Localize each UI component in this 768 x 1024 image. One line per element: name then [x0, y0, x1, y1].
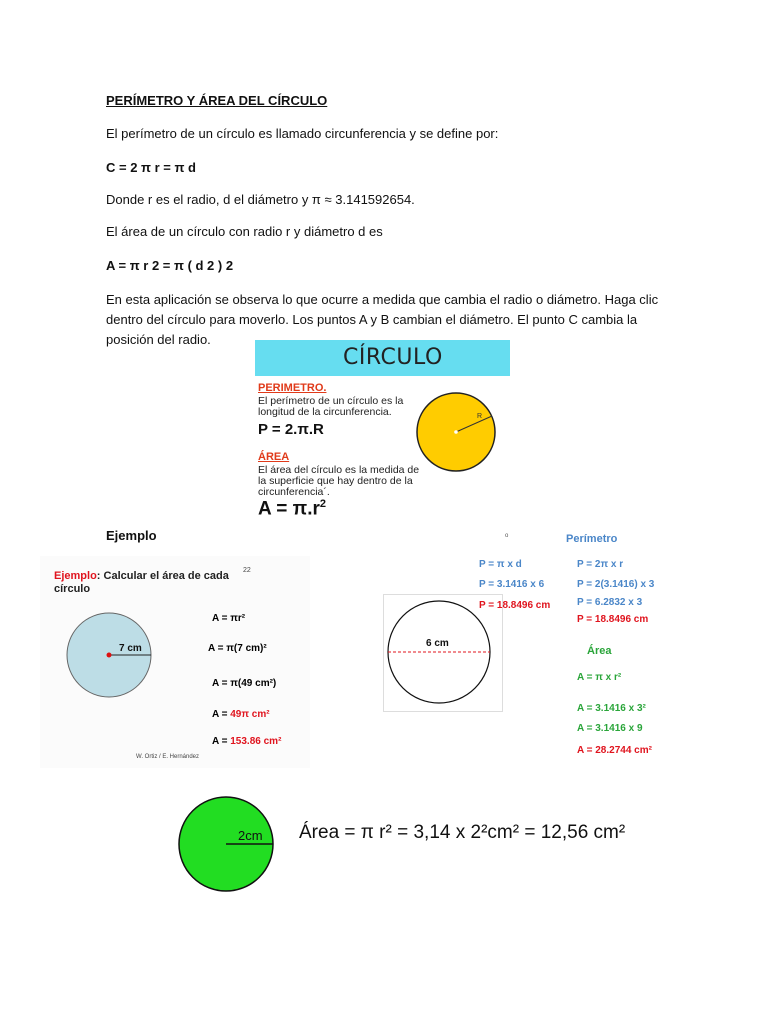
paragraph-perimeter-def: El perímetro de un círculo es llamado circunferencia y se define por: — [106, 126, 499, 141]
example2-left-result: P = 18.8496 cm — [479, 600, 551, 611]
example1-page-number: 22 — [243, 567, 251, 574]
example1-step-4-value: 49π cm² — [230, 709, 270, 720]
example1-heading-red: Ejemplo — [54, 570, 97, 582]
green-circle-diagram — [176, 794, 276, 894]
formula-circumference: C = 2 π r = π d — [106, 160, 196, 175]
example2-left-step-1: P = π x d — [479, 559, 522, 570]
radius-label: R — [477, 413, 483, 420]
blue-circle-center — [107, 653, 112, 658]
area-label: ÁREA — [258, 451, 290, 463]
panel-header-title: CÍRCULO — [343, 345, 443, 370]
center-point — [454, 430, 458, 434]
blue-circle-diagram — [65, 611, 155, 701]
example1-heading-rest: : Calcular el área de cada círculo — [54, 570, 229, 595]
example1-credit: W. Ortiz / E. Hernández — [136, 754, 200, 760]
paragraph-area-def: El área de un círculo con radio r y diámetro d es — [106, 224, 383, 239]
blue-circle-radius-label: 7 cm — [119, 643, 142, 654]
example1-step-4 — [212, 709, 270, 720]
area-formula-base: A = π.r — [258, 498, 320, 520]
example2-dot: o — [505, 533, 509, 539]
example3-formula-rest: = π r² = 3,14 x 2²cm² = 12,56 cm² — [339, 822, 626, 843]
example1-step-1: A = πr² — [212, 613, 246, 624]
example2-area-step-1: A = π x r² — [577, 672, 622, 683]
example2-right-step-1: P = 2π x r — [577, 559, 624, 570]
example1-step-5-value: 153.86 cm² — [230, 736, 282, 747]
six-cm-circle-diagram — [386, 594, 496, 710]
example2-left-step-2: P = 3.1416 x 6 — [479, 579, 545, 590]
green-circle-radius-label: 2cm — [238, 828, 263, 843]
example2-right-step-2: P = 2(3.1416) x 3 — [577, 579, 655, 590]
ejemplo-heading: Ejemplo — [106, 528, 157, 543]
example1-figure — [40, 556, 310, 768]
circle-info-panel — [255, 340, 510, 525]
example1-step-3: A = π(49 cm²) — [212, 678, 277, 689]
yellow-circle-diagram — [413, 388, 503, 478]
area-text: El área del círculo es la medida de la superficie que hay dentro de la circunferencia´. — [258, 464, 420, 498]
area-formula-exponent: 2 — [319, 498, 327, 510]
formula-area: A = π r 2 = π ( d 2 ) 2 — [106, 258, 234, 273]
example2-area-step-3: A = 3.1416 x 9 — [577, 723, 643, 734]
example2-area-step-2: A = 3.1416 x 3² — [577, 703, 646, 714]
example2-perimeter-title: Perímetro — [566, 533, 618, 545]
paragraph-radius-def: Donde r es el radio, d el diámetro y π ≈ 3.141592654. — [106, 192, 415, 207]
example1-step-2: A = π(7 cm)² — [208, 643, 267, 654]
panel-header — [255, 340, 510, 376]
example2-right-result: P = 18.8496 cm — [577, 614, 649, 625]
example2-area-title: Área — [587, 645, 612, 657]
paragraph-application: En esta aplicación se observa lo que ocurre a medida que cambia el radio o diámetro. Haga clic dentro del círculo para moverlo. Los puntos A y B cambian el diámetro. El punto C cambia la posición del radio. — [106, 292, 659, 347]
example2-right-step-3: P = 6.2832 x 3 — [577, 597, 643, 608]
example3-formula — [299, 822, 625, 844]
perimeter-formula: P = 2.π.R — [258, 421, 324, 438]
example2-area-result: A = 28.2744 cm² — [577, 745, 652, 756]
perimeter-text: El perímetro de un círculo es la longitud de la circunferencia. — [258, 395, 404, 418]
example1-step-5 — [212, 736, 281, 747]
example1-heading — [54, 570, 254, 596]
page-title: PERÍMETRO Y ÁREA DEL CÍRCULO — [106, 93, 328, 108]
six-cm-label: 6 cm — [426, 638, 449, 649]
example3-formula-word: Área — [299, 822, 340, 843]
example1-step-4-prefix: A = — [212, 709, 231, 720]
example1-step-5-prefix: A = — [212, 736, 231, 747]
perimeter-label: PERIMETRO. — [258, 382, 327, 394]
area-formula — [258, 498, 326, 520]
